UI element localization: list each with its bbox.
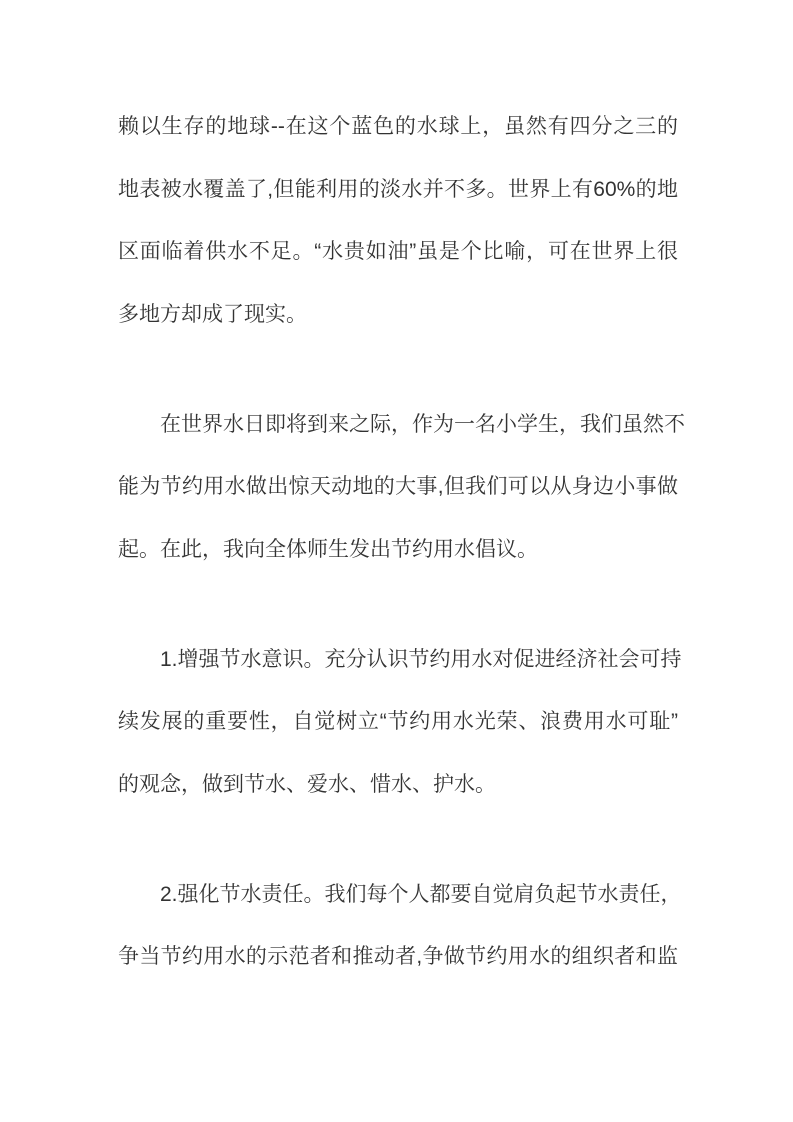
- text-line: 多地方却成了现实。: [118, 302, 307, 326]
- text-line: 在世界水日即将到来之际，作为一名小学生，我们虽然不: [118, 412, 685, 436]
- text-line: 的观念，做到节水、爱水、惜水、护水。: [118, 772, 496, 796]
- paragraph: [118, 96, 678, 346]
- text-line: 赖以生存的地球--在这个蓝色的水球上，虽然有四分之三的: [118, 115, 678, 138]
- paragraph: [118, 864, 682, 989]
- text-line: 2.强化节水责任。我们每个人都要自觉肩负起节水责任，: [118, 882, 682, 906]
- paragraph: [118, 394, 685, 582]
- text-line: 争当节约用水的示范者和推动者,争做节约用水的组织者和监: [118, 945, 678, 968]
- text-line: 起。在此，我向全体师生发出节约用水倡议。: [118, 537, 538, 561]
- text-line: 区面临着供水不足。“水贵如油”虽是个比喻，可在世界上很: [118, 240, 678, 263]
- text-line: 能为节约用水做出惊天动地的大事,但我们可以从身边小事做: [118, 475, 678, 498]
- paragraph: [118, 629, 682, 817]
- text-line: 地表被水覆盖了,但能利用的淡水并不多。世界上有60%的地: [118, 177, 678, 201]
- document-body: [118, 96, 685, 1036]
- text-line: 续发展的重要性，自觉树立“节约用水光荣、浪费用水可耻”: [118, 710, 678, 733]
- text-line: 1.增强节水意识。充分认识节约用水对促进经济社会可持: [118, 647, 682, 671]
